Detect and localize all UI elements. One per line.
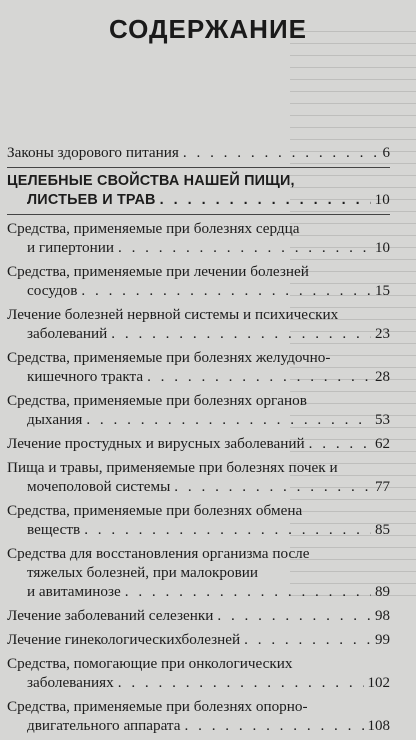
toc-entry-last-line — [7, 191, 390, 210]
toc-entry-line: Лечение болезней нервной системы и психических — [7, 306, 339, 323]
page-number: 102 — [367, 675, 390, 691]
toc-entry-line: тяжелых болезней, при малокровии — [27, 564, 259, 581]
toc-entry[interactable] — [7, 143, 390, 163]
toc-entry-last-line — [7, 143, 390, 163]
toc-entry-line: дыхания — [27, 411, 83, 428]
dot-leader — [160, 191, 371, 210]
toc-entry-last-line — [7, 477, 390, 497]
toc-entry-line: Средства, помогающие при онкологических — [7, 655, 293, 672]
toc-entry[interactable] — [7, 348, 390, 387]
page-number: 108 — [367, 718, 390, 734]
toc-entry[interactable] — [7, 654, 390, 693]
toc-entry[interactable] — [7, 391, 390, 430]
toc-entry-last-line — [7, 716, 390, 736]
page-number: 10 — [374, 192, 390, 208]
page-number: 6 — [382, 145, 390, 161]
toc-entry[interactable] — [7, 305, 390, 344]
toc-entry[interactable] — [7, 262, 390, 301]
toc-entry-last-line — [7, 520, 390, 540]
dot-leader — [244, 630, 371, 649]
dot-leader — [118, 238, 371, 257]
toc-entry-line: Средства, применяемые при лечении болезней — [7, 263, 309, 280]
dot-leader — [174, 477, 371, 496]
dot-leader — [84, 520, 371, 539]
toc-entry-last-line — [7, 630, 390, 650]
toc-entry-line: и авитаминозе — [27, 583, 121, 600]
divider — [7, 214, 390, 215]
page-number: 10 — [375, 240, 390, 256]
toc-entry[interactable] — [7, 501, 390, 540]
toc-entry-last-line — [7, 281, 390, 301]
toc-entry-last-line — [7, 434, 390, 454]
toc-entry[interactable] — [7, 219, 390, 258]
dot-leader — [125, 582, 371, 601]
toc-entry-line: мочеполовой системы — [27, 478, 171, 495]
dot-leader — [86, 410, 371, 429]
page-number: 99 — [375, 632, 390, 648]
toc-entry[interactable] — [7, 434, 390, 454]
toc-entry[interactable] — [7, 544, 390, 602]
toc-entry-line: ЛИСТЬЕВ И ТРАВ — [27, 192, 156, 208]
toc-entry-last-line — [7, 410, 390, 430]
page-number: 85 — [375, 522, 390, 538]
toc-entry-last-line — [7, 582, 390, 602]
toc-entry-line: Законы здорового питания — [7, 144, 179, 161]
toc-entry-line: Средства, применяемые при болезнях сердца — [7, 220, 300, 237]
divider — [7, 167, 390, 168]
toc-entry-line: Средства для восстановления организма после — [7, 545, 310, 562]
dot-leader — [185, 716, 364, 735]
dot-leader — [183, 143, 379, 162]
page-number: 77 — [375, 479, 390, 495]
page-number: 53 — [375, 412, 390, 428]
toc-entry-line: Средства, применяемые при болезнях органов — [7, 392, 307, 409]
page-number: 62 — [375, 436, 390, 452]
page-title: СОДЕРЖАНИЕ — [109, 14, 307, 44]
page-number: 23 — [375, 326, 390, 342]
toc-entry[interactable] — [7, 458, 390, 497]
toc-entry[interactable] — [7, 606, 390, 626]
toc-entry-line: сосудов — [27, 282, 78, 299]
page-number: 98 — [375, 608, 390, 624]
toc-entry-line: кишечного тракта — [27, 368, 144, 385]
toc-entry-last-line — [7, 238, 390, 258]
toc-entry[interactable] — [7, 697, 390, 736]
toc-entry-line: ЦЕЛЕБНЫЕ СВОЙСТВА НАШЕЙ ПИЩИ, — [7, 173, 295, 189]
toc-entry-line: Пища и травы, применяемые при болезнях почек и — [7, 459, 338, 476]
toc-entry-line: двигательного аппарата — [27, 717, 181, 734]
dot-leader — [147, 367, 371, 386]
page-number: 89 — [375, 584, 390, 600]
toc-entry-last-line — [7, 367, 390, 387]
toc-entry[interactable] — [7, 630, 390, 650]
toc-section-heading[interactable] — [7, 172, 390, 210]
toc-entry-line: и гипертонии — [27, 239, 114, 256]
dot-leader — [217, 606, 371, 625]
page-number: 15 — [375, 283, 390, 299]
dot-leader — [81, 281, 371, 300]
toc-entry-line: веществ — [27, 521, 81, 538]
toc-entry-line: Лечение простудных и вирусных заболеваний — [7, 435, 305, 452]
toc-entry-line: Лечение заболеваний селезенки — [7, 607, 214, 624]
toc-entry-last-line — [7, 324, 390, 344]
dot-leader — [309, 434, 371, 453]
dot-leader — [118, 673, 364, 692]
table-of-contents — [7, 143, 390, 740]
toc-entry-line: Средства, применяемые при болезнях обмена — [7, 502, 303, 519]
toc-entry-last-line — [7, 673, 390, 693]
toc-entry-line: Средства, применяемые при болезнях опорно- — [7, 698, 308, 715]
dot-leader — [111, 324, 371, 343]
page-number: 28 — [375, 369, 390, 385]
toc-entry-last-line — [7, 606, 390, 626]
toc-entry-line: Средства, применяемые при болезнях желудочно- — [7, 349, 331, 366]
toc-entry-line: Лечение гинекологическихболезней — [7, 631, 241, 648]
toc-entry-line: заболеваний — [27, 325, 108, 342]
toc-entry-line: заболеваниях — [27, 674, 114, 691]
